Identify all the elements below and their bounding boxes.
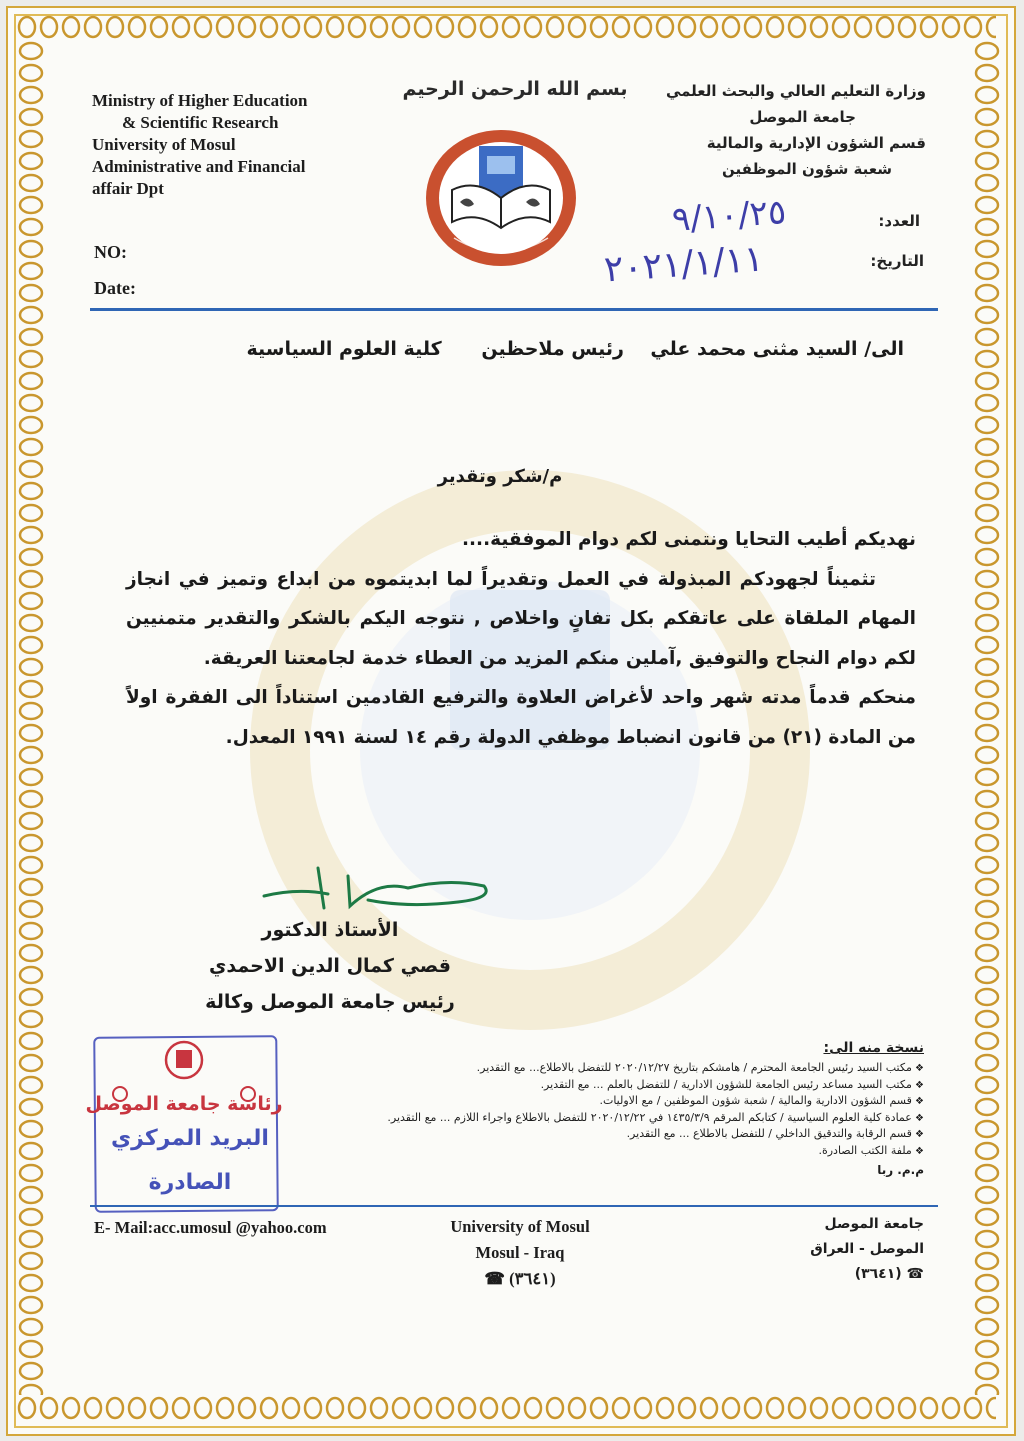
addressee-prefix: الى/ [864, 338, 904, 360]
footer-address-ar [724, 1212, 924, 1287]
copy-recipient: ❖ مكتب السيد مساعد رئيس الجامعة للشؤون الادارية / للتفضل بالعلم ... مع التقدير. [324, 1077, 924, 1094]
signatory-name: قصي كمال الدين الاحمدي [209, 955, 451, 977]
stamp-central-mail: البريد المركزي [111, 1126, 269, 1151]
footer-city-en: Mosul - Iraq [475, 1243, 565, 1262]
footer-divider [90, 1205, 938, 1207]
ministry-name-en: Ministry of Higher Education [92, 91, 308, 110]
footer-city-ar: الموصل - العراق [810, 1241, 924, 1257]
university-seal-stamp [85, 1038, 283, 1120]
signatory-block [150, 912, 510, 1020]
copy-recipient: ❖ قسم الرقابة والتدقيق الداخلي / للتفضل بالاطلاع ... مع التقدير. [324, 1126, 924, 1143]
decorative-border-top [16, 14, 996, 40]
ministry-header-en [92, 90, 392, 200]
ministry-name-ar: وزارة التعليم العالي والبحث العلمي [665, 82, 926, 100]
footer-university-ar: جامعة الموصل [824, 1216, 924, 1232]
copy-recipient: ❖ ملفة الكتب الصادرة. [324, 1143, 924, 1160]
addressee-title: رئيس ملاحظين [481, 338, 624, 360]
addressee-name: السيد مثنى محمد علي [650, 338, 858, 360]
department-name-en-2: affair Dpt [92, 179, 164, 198]
letter-body [126, 520, 916, 757]
addressee-line [124, 338, 904, 360]
copies-heading: نسخة منه الى: [823, 1040, 924, 1056]
handwritten-number: ٩/١٠/٢٥ [670, 192, 788, 240]
decorative-border-left [16, 40, 46, 1395]
date-label-en: Date: [94, 278, 136, 298]
department-name-ar: قسم الشؤون الإدارية والمالية [706, 134, 926, 152]
handwritten-date: ٢٠٢١/١/١١ [602, 238, 765, 291]
footer-phone-en: ☎ (٣٦٤١) [484, 1269, 556, 1288]
number-label-en: NO: [94, 242, 127, 262]
decorative-border-bottom [16, 1395, 996, 1421]
stamp-outgoing: الصادرة [148, 1170, 232, 1195]
copy-recipient: ❖ مكتب السيد رئيس الجامعة المحترم / هامشكم بتاريخ ٢٠٢٠/١٢/٢٧ للتفضل بالاطلاع... مع التقدير. [324, 1060, 924, 1077]
signatory-title: الأستاذ الدكتور [261, 919, 399, 941]
basmala-calligraphy: بسم الله الرحمن الرحيم [402, 78, 628, 100]
footer-phone-ar: ☎ (٣٦٤١) [854, 1266, 924, 1282]
award-paragraph: منحكم قدماً مدته شهر واحد لأغراض العلاوة والترفيع القادمين استناداً الى الفقرة اولاً من المادة (٢١) من قانون انضباط موظفي الدولة رقم ١٤ لسنة ١٩٩١ المعدل. [126, 687, 916, 748]
number-label-ar: العدد: [878, 212, 920, 230]
typist-initials: م.م. ربا [877, 1163, 924, 1177]
footer-email: E- Mail:acc.umosul @yahoo.com [94, 1218, 327, 1237]
ministry-subtitle-en: & Scientific Research [122, 113, 279, 132]
copy-recipient: ❖ عمادة كلية العلوم السياسية / كتابكم المرقم ١٤٣٥/٣/٩ في ٢٠٢٠/١٢/٢٢ للتفضل بالاطلاع واجراء اللازم ... مع التقدير. [324, 1110, 924, 1127]
decorative-border-right [972, 40, 1002, 1395]
greeting-paragraph: نهديكم أطيب التحايا ونتمنى لكم دوام الموفقية.... [462, 529, 916, 550]
university-name-ar: جامعة الموصل [749, 108, 856, 126]
stamp-red-text: رئاسة جامعة الموصل [85, 1093, 283, 1115]
header-divider [90, 308, 938, 311]
footer-address-en [410, 1214, 630, 1292]
university-name-en: University of Mosul [92, 135, 236, 154]
university-logo [424, 128, 579, 268]
department-name-en: Administrative and Financial [92, 157, 306, 176]
date-label-ar: التاريخ: [870, 252, 924, 270]
ministry-header-ar [636, 78, 926, 182]
appreciation-paragraph: تثميناً لجهودكم المبذولة في العمل وتقديراً لما ابديتموه من ابداع وتميز في انجاز المهام الملقاة على عاتقكم بكل تفانٍ واخلاص , نتوجه اليكم بالشكر والتقدير متمنيين لكم دوام النجاح والتوفيق ,آملين منكم المزيد من العطاء خدمة لجامعتنا العريقة. [126, 568, 916, 669]
addressee-college: كلية العلوم السياسية [246, 338, 442, 360]
letter-subject: م/شكر وتقدير [437, 466, 563, 487]
copies-list [324, 1040, 924, 1177]
signatory-position: رئيس جامعة الموصل وكالة [205, 991, 455, 1013]
section-name-ar: شعبة شؤون الموظفين [722, 160, 892, 178]
copy-recipient: ❖ قسم الشؤون الادارية والمالية / شعبة شؤون الموظفين / مع الاوليات. [324, 1093, 924, 1110]
footer-university-en: University of Mosul [450, 1217, 590, 1236]
